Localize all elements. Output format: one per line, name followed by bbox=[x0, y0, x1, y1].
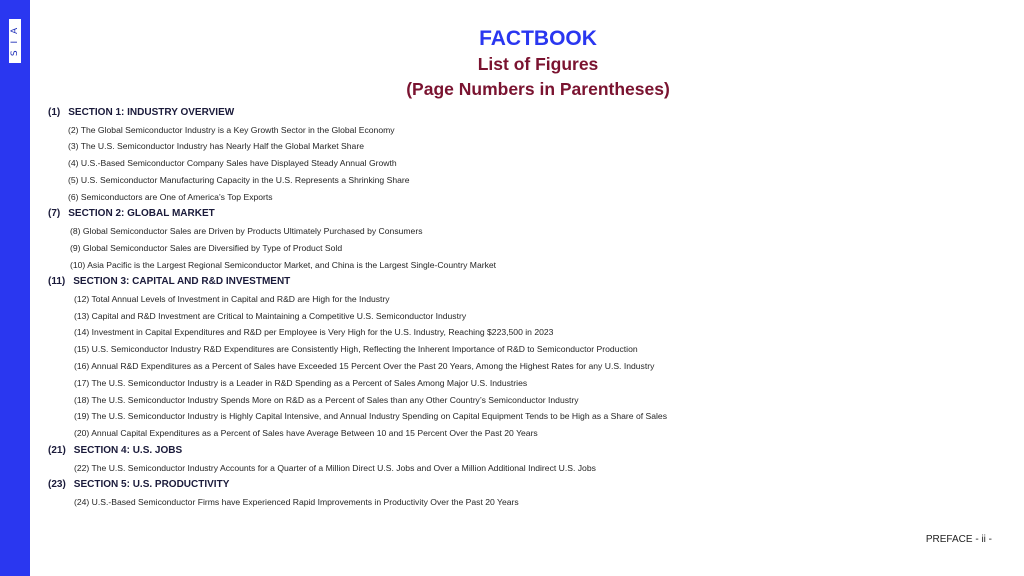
list-of-figures bbox=[48, 104, 998, 511]
figure-entry: (16) Annual R&D Expenditures as a Percent of Sales have Exceeded 15 Percent Over the Past 20 Years, Among the Highest Rates for any U.S. Industry bbox=[74, 361, 655, 372]
sia-logo-text: S I A bbox=[10, 25, 20, 57]
figure-entry: (5) U.S. Semiconductor Manufacturing Capacity in the U.S. Represents a Shrinking Share bbox=[68, 174, 410, 185]
figure-entry: (12) Total Annual Levels of Investment in Capital and R&D are High for the Industry bbox=[74, 293, 390, 304]
section-page-number: (11) bbox=[48, 276, 66, 288]
page-footer: PREFACE - ii - bbox=[925, 534, 992, 545]
section-heading bbox=[48, 476, 998, 494]
figure-entry: (4) U.S.-Based Semiconductor Company Sales have Displayed Steady Annual Growth bbox=[68, 158, 397, 169]
page-subtitle-note: (Page Numbers in Parentheses) bbox=[406, 79, 670, 99]
figure-entry: (8) Global Semiconductor Sales are Driven by Products Ultimately Purchased by Consumers bbox=[70, 225, 423, 236]
sia-logo bbox=[8, 18, 22, 64]
figure-entry: (14) Investment in Capital Expenditures and R&D per Employee is Very High for the U.S. Industry, Reaching $223,500 in 2023 bbox=[74, 327, 554, 338]
figure-entry: (2) The Global Semiconductor Industry is a Key Growth Sector in the Global Economy bbox=[68, 124, 395, 135]
figure-entry: (20) Annual Capital Expenditures as a Percent of Sales have Average Between 10 and 15 Percent Over the Past 20 Years bbox=[74, 428, 538, 439]
section-page-number: (7) bbox=[48, 208, 61, 220]
figure-entry: (10) Asia Pacific is the Largest Regional Semiconductor Market, and China is the Largest Single-Country Market bbox=[70, 259, 497, 270]
section-heading bbox=[48, 273, 998, 291]
section-title: SECTION 3: CAPITAL AND R&D INVESTMENT bbox=[73, 276, 291, 288]
figure-entry: (9) Global Semiconductor Sales are Diversified by Type of Product Sold bbox=[70, 242, 343, 253]
figure-entry: (6) Semiconductors are One of America’s Top Exports bbox=[68, 191, 273, 202]
figure-entry: (17) The U.S. Semiconductor Industry is a Leader in R&D Spending as a Percent of Sales Among Major U.S. Industries bbox=[74, 377, 528, 388]
page-subtitle: List of Figures bbox=[477, 54, 599, 74]
figure-entry: (13) Capital and R&D Investment are Critical to Maintaining a Competitive U.S. Semiconductor Industry bbox=[74, 310, 467, 321]
section-heading bbox=[48, 104, 998, 122]
section-title: SECTION 1: INDUSTRY OVERVIEW bbox=[68, 107, 235, 118]
figure-entry: (22) The U.S. Semiconductor Industry Accounts for a Quarter of a Million Direct U.S. Jobs and Over a Million Additional Indirect U.S. Jobs bbox=[74, 462, 596, 473]
section-page-number: (21) bbox=[48, 445, 66, 457]
figure-entry: (24) U.S.-Based Semiconductor Firms have Experienced Rapid Improvements in Productivity Over the Past 20 Years bbox=[74, 496, 519, 507]
section-heading bbox=[48, 442, 998, 460]
page-title: FACTBOOK bbox=[479, 27, 597, 50]
section-title: SECTION 5: U.S. PRODUCTIVITY bbox=[73, 479, 230, 491]
figure-entry: (15) U.S. Semiconductor Industry R&D Expenditures are Consistently High, Reflecting the Inherent Importance of R&D to Semiconductor Production bbox=[74, 344, 638, 355]
figure-entry: (19) The U.S. Semiconductor Industry is Highly Capital Intensive, and Annual Industry Spending on Capital Equipment Tends to be High as a Share of Sales bbox=[74, 411, 667, 422]
section-title: SECTION 4: U.S. JOBS bbox=[73, 445, 183, 457]
figure-entry: (18) The U.S. Semiconductor Industry Spends More on R&D as a Percent of Sales than any Other Country’s Semiconductor Industry bbox=[74, 394, 579, 405]
section-heading bbox=[48, 205, 998, 223]
title-block bbox=[330, 26, 746, 102]
figure-entry: (3) The U.S. Semiconductor Industry has Nearly Half the Global Market Share bbox=[68, 141, 364, 152]
section-page-number: (23) bbox=[48, 479, 66, 491]
section-title: SECTION 2: GLOBAL MARKET bbox=[68, 208, 215, 220]
side-accent-bar bbox=[0, 0, 30, 576]
section-page-number: (1) bbox=[48, 107, 61, 118]
